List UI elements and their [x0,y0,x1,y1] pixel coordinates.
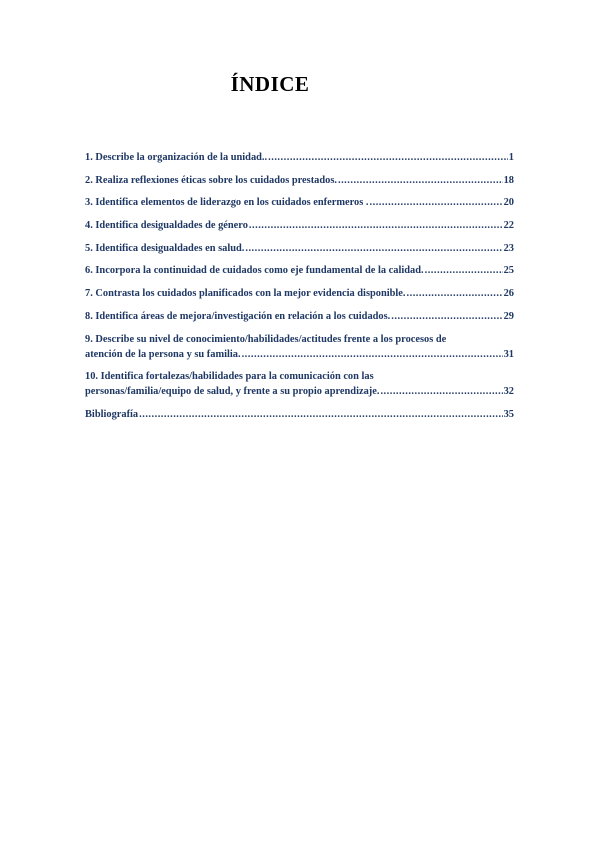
toc-entry-text: 2. Realiza reflexiones éticas sobre los cuidados prestados. [85,174,337,186]
toc-entry-1[interactable] [85,150,514,165]
toc-entry-text: 8. Identifica áreas de mejora/investigación en relación a los cuidados. [85,310,391,322]
toc-page-number: 35 [503,408,514,420]
toc-entry-text: 4. Identifica desigualdades de género [85,220,248,232]
toc-entry-text: 3. Identifica elementos de liderazgo en los cuidados enfermeros . [85,197,369,209]
dot-leader [391,309,502,324]
toc-entry-7[interactable] [85,286,514,301]
toc-page-number: 32 [503,386,514,398]
dot-leader [245,241,502,256]
dot-leader [242,347,503,362]
toc-entry-text: Bibliografía [85,408,139,420]
toc-entry-text-line1: 9. Describe su nivel de conocimiento/habilidades/actitudes frente a los procesos de [85,333,447,345]
toc-page-number: 22 [503,220,514,232]
toc-entry-text: 5. Identifica desigualdades en salud. [85,242,245,254]
toc-page-number: 31 [503,348,514,360]
toc-entry-5[interactable] [85,241,514,256]
dot-leader [407,286,503,301]
toc-entry-10[interactable] [85,369,514,399]
dot-leader [338,173,503,188]
toc-page-number: 23 [503,242,514,254]
dot-leader [380,384,502,399]
toc-page-number: 25 [503,265,514,277]
toc-entry-text-line2: personas/familia/equipo de salud, y frente a su propio aprendizaje. [85,386,380,398]
toc-entry-3[interactable] [85,195,514,210]
toc-entry-4[interactable] [85,218,514,233]
dot-leader [370,195,503,210]
table-of-contents [85,150,514,430]
toc-entry-9[interactable] [85,332,514,362]
dot-leader [268,150,508,165]
toc-entry-text: 7. Contrasta los cuidados planificados con la mejor evidencia disponible. [85,288,406,300]
toc-entry-text: 1. Describe la organización de la unidad.. [85,152,268,163]
toc-entry-text-line1: 10. Identifica fortalezas/habilidades para la comunicación con las [85,371,374,383]
toc-page-number: 20 [503,197,514,209]
toc-entry-text-line2: atención de la persona y su familia. [85,348,241,360]
toc-entry-text: 6. Incorpora la continuidad de cuidados como eje fundamental de la calidad. [85,265,424,277]
dot-leader [139,407,502,422]
toc-entry-8[interactable] [85,309,514,324]
dot-leader [249,218,503,233]
toc-page-number: 18 [503,174,514,186]
dot-leader [425,263,503,278]
toc-page-number: 26 [503,288,514,300]
toc-page-number: 29 [503,310,514,322]
toc-entry-6[interactable] [85,263,514,278]
page-title: ÍNDICE [230,72,310,96]
toc-entry-2[interactable] [85,173,514,188]
toc-page-number: 1 [508,152,514,163]
toc-entry-bibliografia[interactable] [85,407,514,422]
